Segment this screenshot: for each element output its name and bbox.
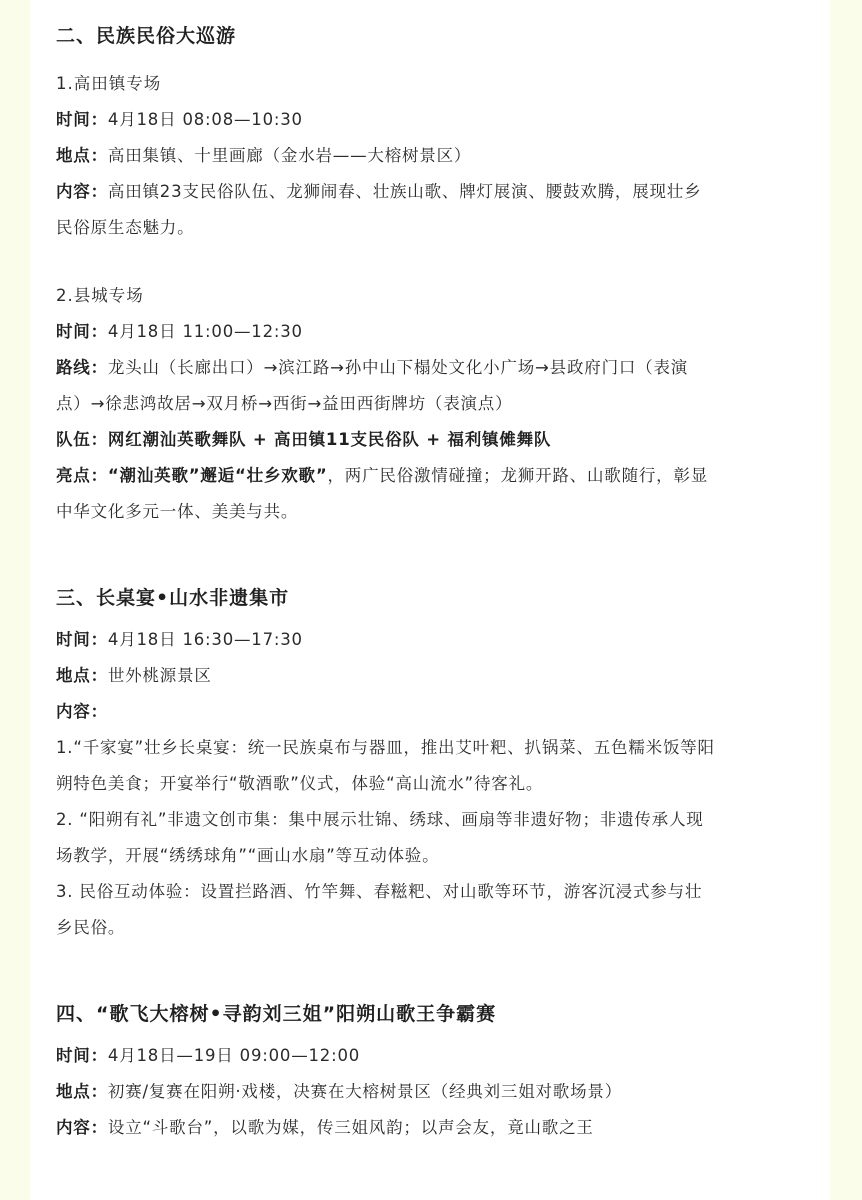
time-label: 时间： <box>56 110 108 129</box>
time-value: 4月18日 16:30—17:30 <box>107 630 303 649</box>
time-label: 时间： <box>56 630 108 649</box>
banquet-item-2: 2. “阳朔有礼”非遗文创市集：集中展示壮锦、绣球、画扇等非遗好物；非遗传承人现 <box>56 810 704 829</box>
highlight-label: 亮点： <box>56 466 108 485</box>
banquet-content-label <box>56 694 806 730</box>
content-label: 内容： <box>56 702 108 721</box>
banquet-item-3-cont: 乡民俗。 <box>56 918 126 937</box>
section-3-heading: 三、长桌宴•山水非遗集市 <box>56 587 290 609</box>
county-route <box>56 350 806 386</box>
content-label: 内容： <box>56 182 108 201</box>
section-4-heading: 四、“歌飞大榕树•寻韵刘三姐”阳朔山歌王争霸赛 <box>56 1003 497 1025</box>
county-highlight <box>56 458 806 494</box>
content-label: 内容： <box>56 1118 108 1137</box>
gaotian-content <box>56 174 806 210</box>
highlight-value: ，两广民俗激情碰撞；龙狮开路、山歌随行，彰显 <box>327 466 709 485</box>
highlight-bold: “潮汕英歌”邂逅“壮乡欢歌” <box>107 466 328 485</box>
place-label: 地点： <box>56 666 108 685</box>
banquet-item-1-cont: 朔特色美食；开宴举行“敬酒歌”仪式，体验“高山流水”待客礼。 <box>56 774 544 793</box>
place-value: 世外桃源景区 <box>107 666 212 685</box>
gaotian-time <box>56 102 806 138</box>
county-team <box>56 422 806 458</box>
place-value: 初赛/复赛在阳朔·戏楼，决赛在大榕树景区（经典刘三姐对歌场景） <box>107 1082 623 1101</box>
content-value: 高田镇23支民俗队伍、龙狮闹春、壮族山歌、牌灯展演、腰鼓欢腾，展现壮乡 <box>107 182 702 201</box>
banquet-place <box>56 658 806 694</box>
banquet-item-2-cont: 场教学，开展“绣绣球角”“画山水扇”等互动体验。 <box>56 846 440 865</box>
route-value: 龙头山（长廊出口）→滨江路→孙中山下榻处文化小广场→县政府门口（表演 <box>107 358 689 377</box>
route-label: 路线： <box>56 358 108 377</box>
time-value: 4月18日 08:08—10:30 <box>107 110 303 129</box>
contest-time <box>56 1038 806 1074</box>
gaotian-content-cont: 民俗原生态魅力。 <box>56 218 195 237</box>
place-label: 地点： <box>56 146 108 165</box>
place-label: 地点： <box>56 1082 108 1101</box>
content-value: 设立“斗歌台”，以歌为媒，传三姐风韵；以声会友，竟山歌之王 <box>107 1118 594 1137</box>
banquet-item-1: 1.“千家宴”壮乡长桌宴：统一民族桌布与器皿，推出艾叶粑、扒锅菜、五色糯米饭等阳 <box>56 738 715 757</box>
time-label: 时间： <box>56 322 108 341</box>
gaotian-place <box>56 138 806 174</box>
contest-place <box>56 1074 806 1110</box>
time-value: 4月18日—19日 09:00—12:00 <box>107 1046 361 1065</box>
banquet-item-3: 3. 民俗互动体验：设置拦路酒、竹竿舞、春糍粑、对山歌等环节，游客沉浸式参与壮 <box>56 882 703 901</box>
county-time <box>56 314 806 350</box>
county-highlight-cont: 中华文化多元一体、美美与共。 <box>56 502 299 521</box>
contest-content <box>56 1110 806 1146</box>
place-value: 高田集镇、十里画廊（金水岩——大榕树景区） <box>107 146 472 165</box>
section-2-heading: 二、民族民俗大巡游 <box>56 25 237 47</box>
time-value: 4月18日 11:00—12:30 <box>107 322 303 341</box>
article-content <box>56 20 806 1146</box>
banquet-time <box>56 622 806 658</box>
team-label: 队伍： <box>56 430 108 449</box>
county-route-cont: 点）→徐悲鸿故居→双月桥→西街→益田西街牌坊（表演点） <box>56 394 513 413</box>
time-label: 时间： <box>56 1046 108 1065</box>
county-session-title: 2.县城专场 <box>56 286 144 305</box>
gaotian-session-title: 1.高田镇专场 <box>56 74 162 93</box>
team-value: 网红潮汕英歌舞队 + 高田镇11支民俗队 + 福利镇傩舞队 <box>107 430 552 449</box>
